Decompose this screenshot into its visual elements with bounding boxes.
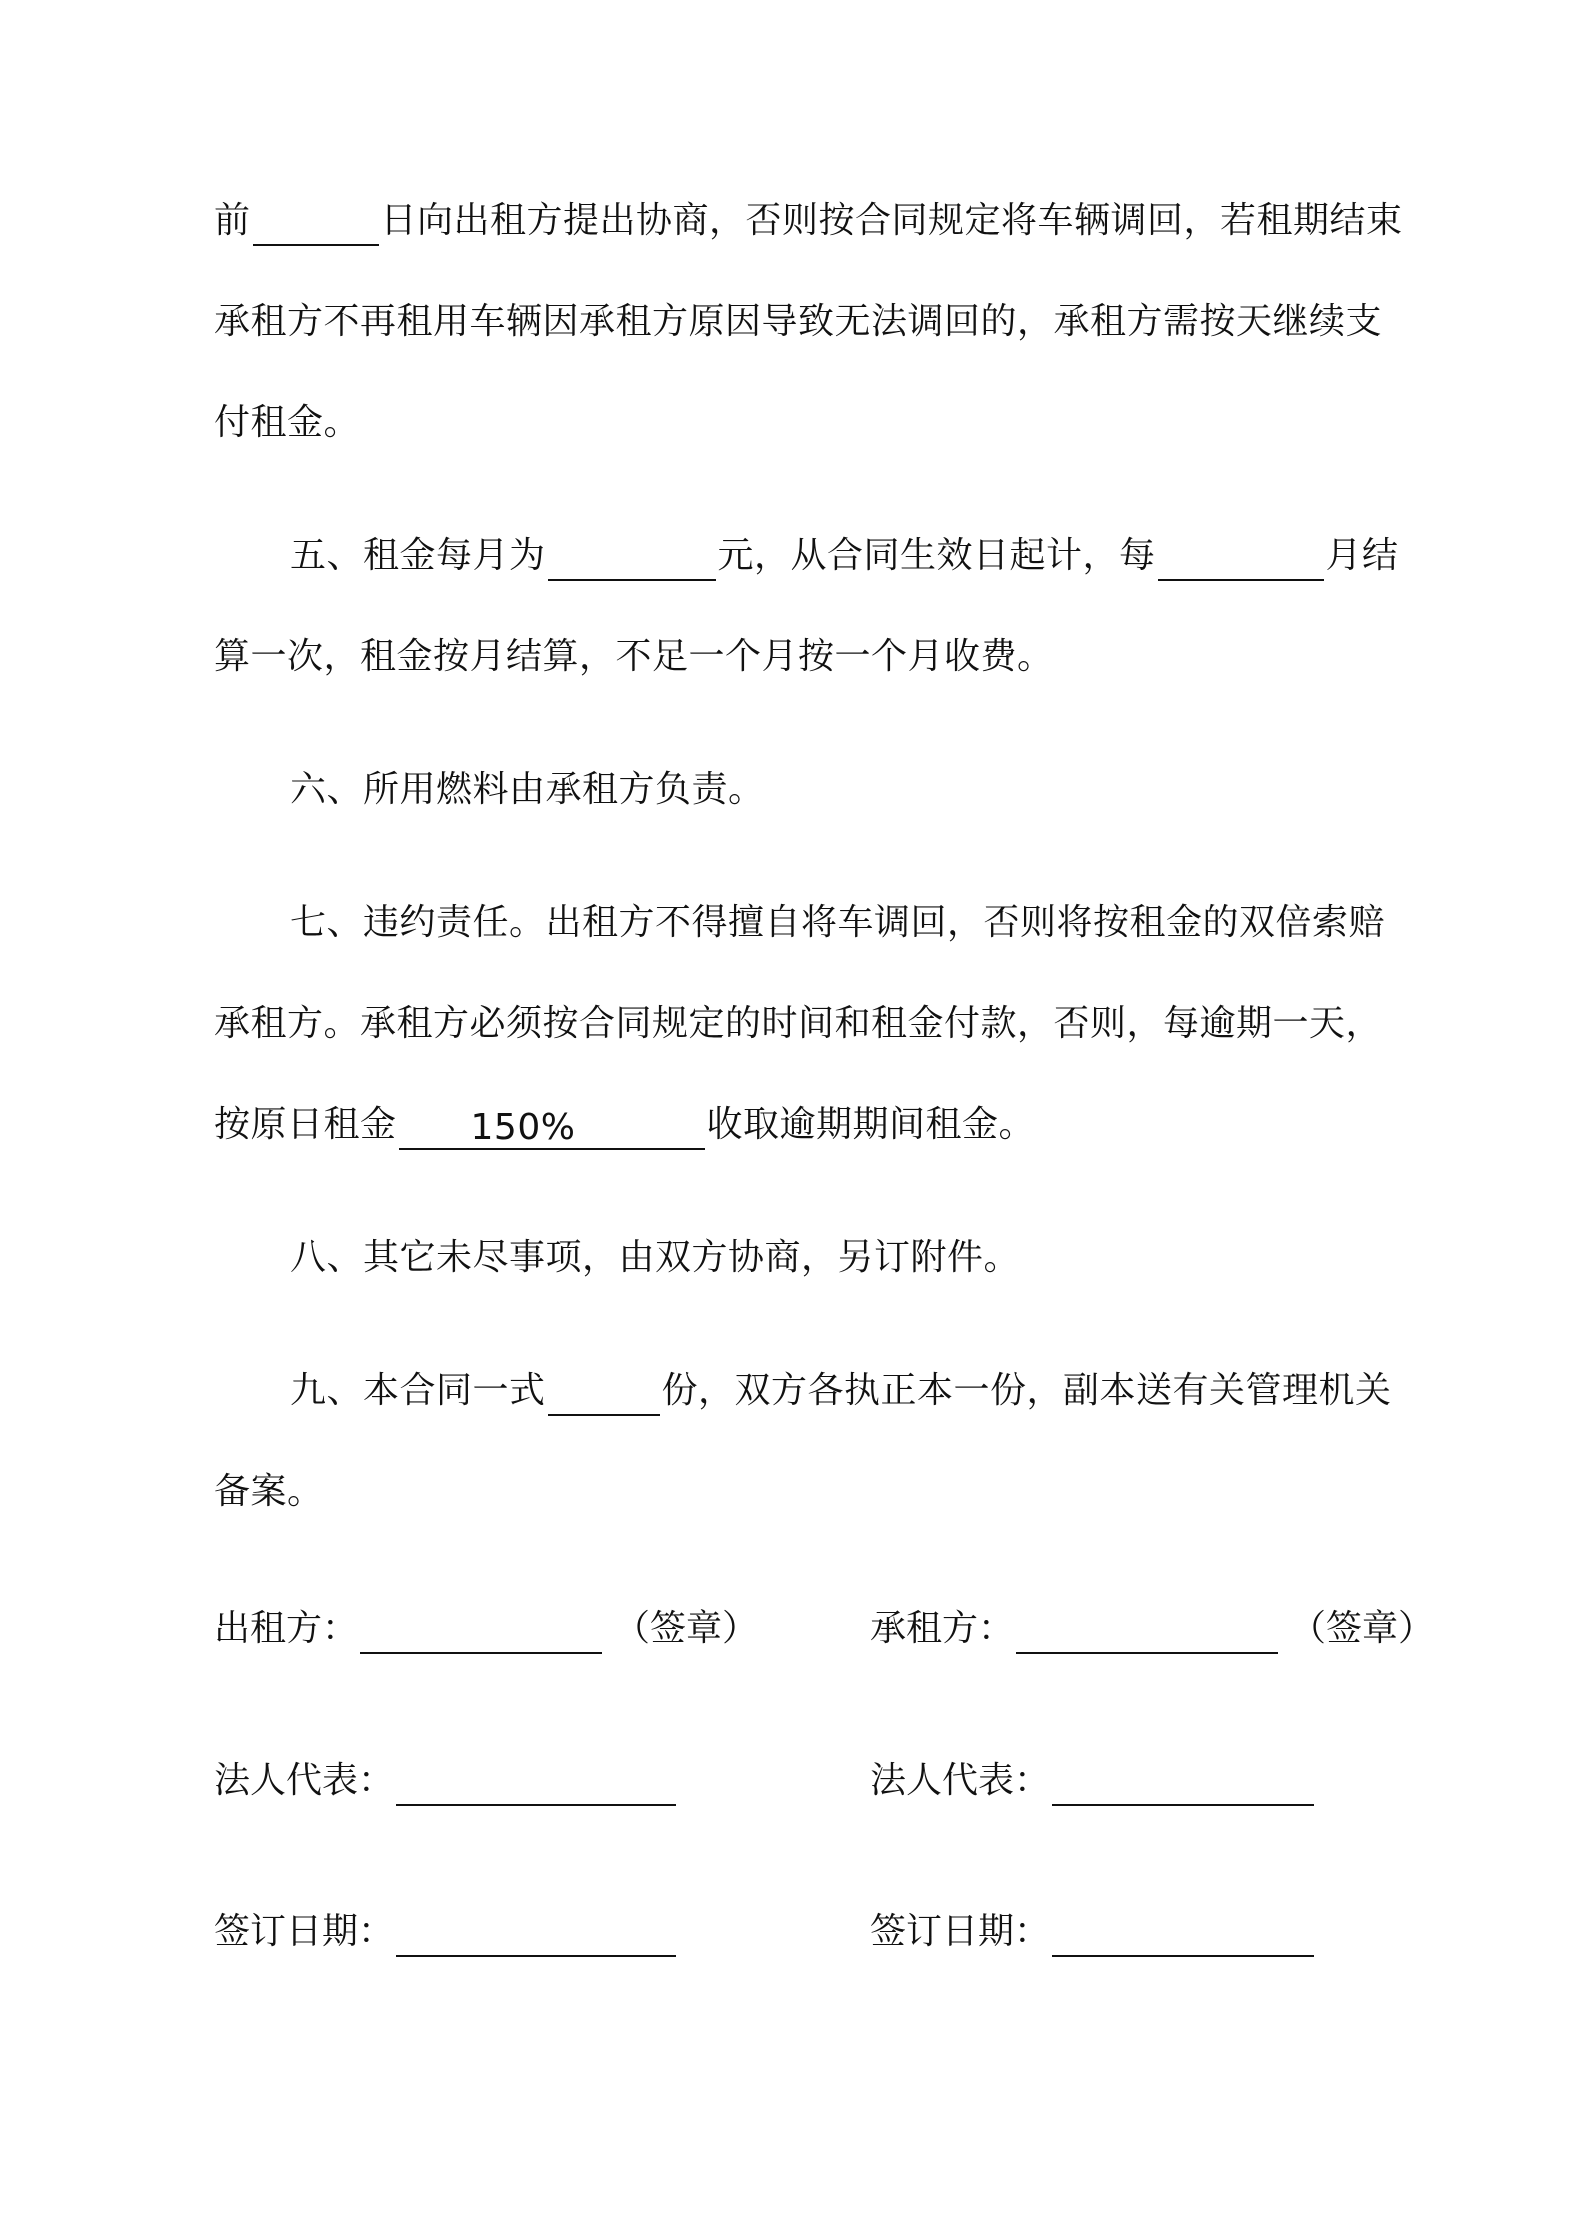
clause9-text-b: 份，双方各执正本一份，副本送有关管理机关 [661, 1370, 1392, 1411]
clause9-line2: 备案。 [214, 1471, 324, 1512]
clause5-text-b: 元，从合同生效日起计，每 [717, 535, 1156, 576]
clause5-line2: 算一次，租金按月结算，不足一个月按一个月收费。 [214, 636, 1054, 677]
lessee-seal-label: （签章） [1290, 1608, 1435, 1649]
copies-count-blank[interactable] [548, 1372, 660, 1416]
settlement-months-blank[interactable] [1158, 537, 1324, 581]
lessee-sign-date-row [870, 1907, 1316, 1957]
lessee-sign-date-field[interactable] [1052, 1913, 1314, 1957]
monthly-rent-blank[interactable] [548, 537, 716, 581]
lessee-legal-rep-label: 法人代表： [870, 1760, 1051, 1801]
clause7-text-a: 按原日租金 [214, 1104, 397, 1145]
lessor-legal-rep-row [214, 1756, 678, 1806]
late-fee-rate-field[interactable]: 150% [399, 1106, 705, 1150]
lessor-name-field[interactable] [360, 1610, 602, 1654]
lessee-name-field[interactable] [1016, 1610, 1278, 1654]
lessee-signature-row [870, 1604, 1434, 1654]
lessee-sign-date-label: 签订日期： [870, 1911, 1051, 1952]
clause4-text-b: 日向出租方提出协商，否则按合同规定将车辆调回，若租期结束 [380, 200, 1403, 241]
clause7-text-b: 收取逾期期间租金。 [706, 1104, 1036, 1145]
clause7-line3 [214, 1100, 1035, 1150]
clause5-line1 [290, 531, 1399, 581]
clause9-line1 [290, 1366, 1392, 1416]
clause4-line1 [214, 196, 1403, 246]
lessor-sign-date-field[interactable] [396, 1913, 676, 1957]
clause7-line1: 七、违约责任。出租方不得擅自将车调回，否则将按租金的双倍索赔 [290, 902, 1386, 943]
lessee-label: 承租方： [870, 1608, 1015, 1649]
clause5-text-c: 月结 [1325, 535, 1399, 576]
lessor-sign-date-row [214, 1907, 678, 1957]
clause5-text-a: 五、租金每月为 [290, 535, 546, 576]
lessor-sign-date-label: 签订日期： [214, 1911, 395, 1952]
clause4-line2: 承租方不再租用车辆因承租方原因导致无法调回的，承租方需按天继续支 [214, 301, 1383, 342]
lessor-label: 出租方： [214, 1608, 359, 1649]
lessee-legal-rep-row [870, 1756, 1316, 1806]
clause4-text-a: 前 [214, 200, 251, 241]
lessor-seal-label: （签章） [614, 1608, 759, 1649]
clause9-text-a: 九、本合同一式 [290, 1370, 546, 1411]
notice-days-blank[interactable] [253, 202, 379, 246]
clause6-line1: 六、所用燃料由承租方负责。 [290, 769, 765, 810]
lessor-signature-row [214, 1604, 758, 1654]
clause4-line3: 付租金。 [214, 402, 361, 443]
clause7-line2: 承租方。承租方必须按合同规定的时间和租金付款，否则，每逾期一天， [214, 1003, 1383, 1044]
lessor-legal-rep-label: 法人代表： [214, 1760, 395, 1801]
lessee-legal-rep-field[interactable] [1052, 1762, 1314, 1806]
lessor-legal-rep-field[interactable] [396, 1762, 676, 1806]
clause8-line1: 八、其它未尽事项，由双方协商，另订附件。 [290, 1237, 1021, 1278]
